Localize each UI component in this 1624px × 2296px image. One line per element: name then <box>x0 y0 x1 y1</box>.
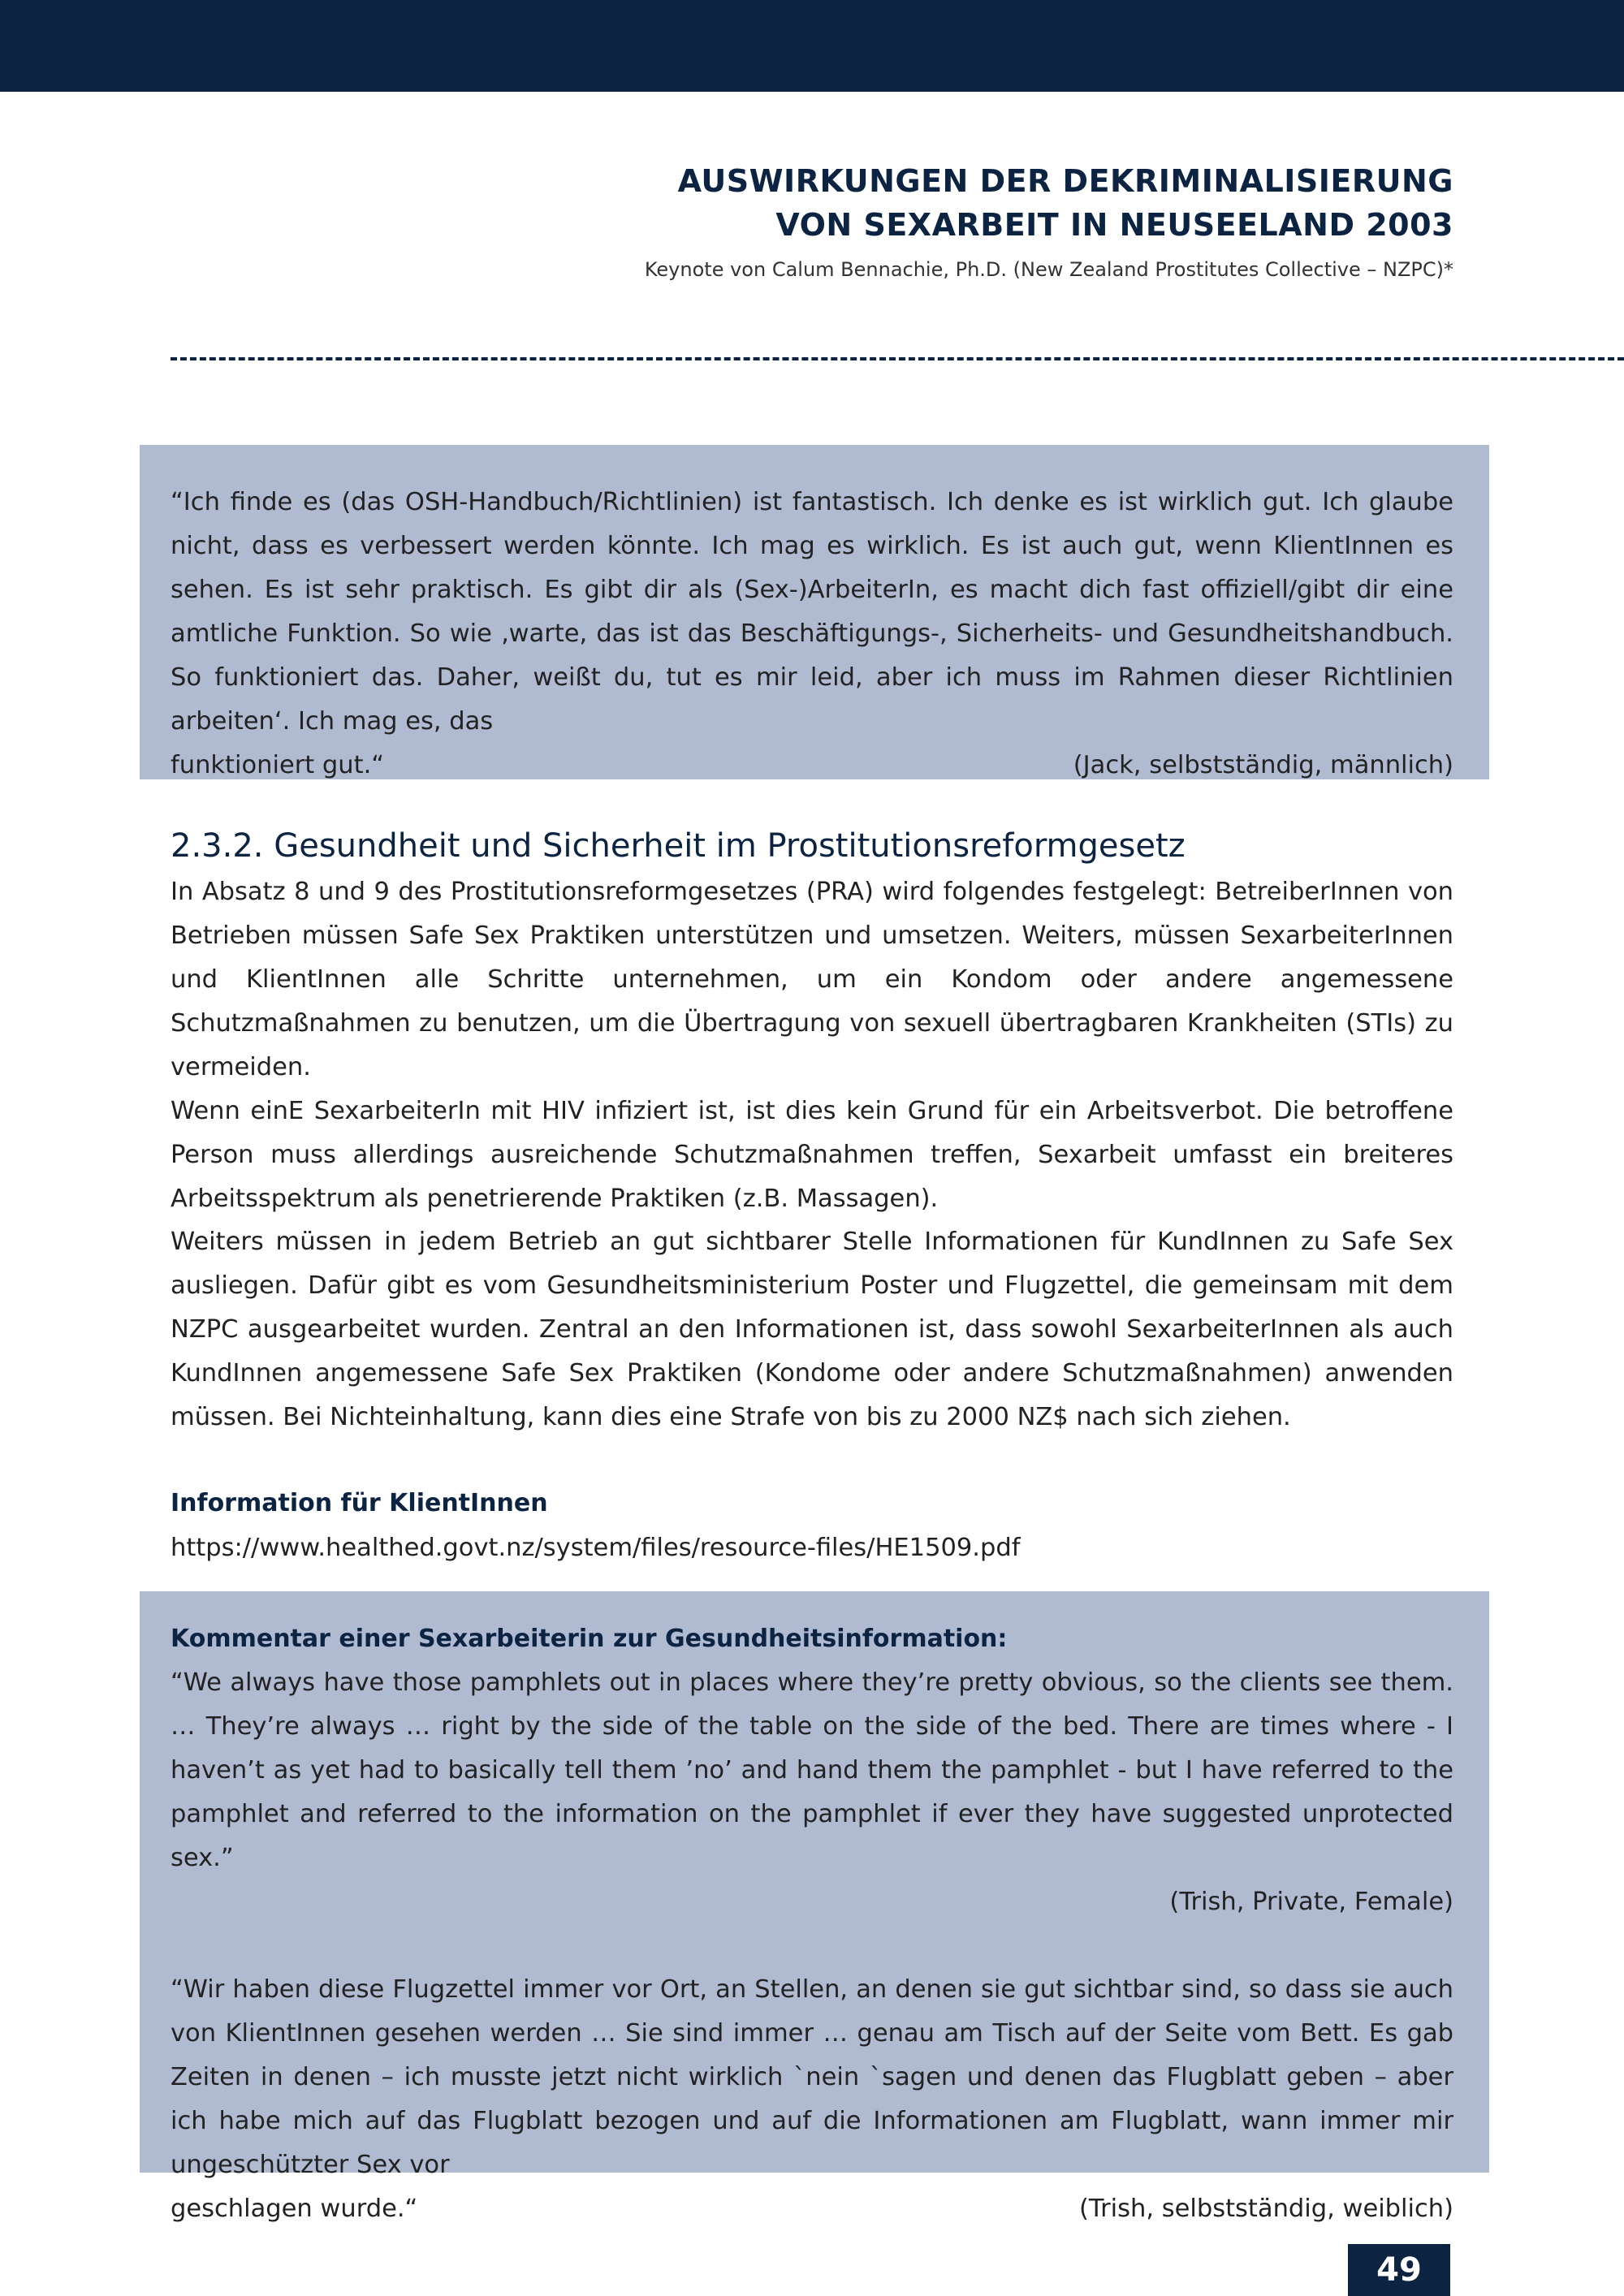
quote-box-jack <box>140 445 1489 779</box>
page-number: 49 <box>1348 2244 1450 2296</box>
german-attribution: (Trish, selbstständig, weiblich) <box>1079 2195 1453 2223</box>
spacer <box>171 1924 1453 1968</box>
comment-heading: Kommentar einer Sexarbeiterin zur Gesundheitsinformation: <box>171 1625 1008 1653</box>
quote-text: “Ich finde es (das OSH-Handbuch/Richtlinien) ist fantastisch. Ich denke es ist wirklich gut. Ich glaube nicht, dass es verbessert werden könnte. Ich mag es wirklich. Es ist auch gut, wenn KlientInnen es sehen. Es ist sehr praktisch. Es gibt dir als (Sex-)ArbeiterIn, es macht dich fast offiziell/gibt dir eine amtliche Funktion. So wie ‚warte, das ist das Beschäftigungs-, Sicherheits- und Gesundheitshandbuch. So funktioniert das. Daher, weißt du, tut es mir leid, aber ich muss im Rahmen dieser Richtlinien arbeiten‘. Ich mag es, das <box>171 488 1453 736</box>
german-quote-last-line <box>171 2187 1453 2231</box>
dashed-divider <box>171 357 1624 360</box>
paragraph-hiv: Wenn einE SexarbeiterIn mit HIV infiziert ist, ist dies kein Grund für ein Arbeitsverbot. Die betroffene Person muss allerdings ausreichende Schutzmaßnahmen treffen, Sexarbeit umfasst ein breiteres Arbeitsspektrum als penetrierende Praktiken (z.B. Massagen). <box>171 1097 1453 1213</box>
paragraph-information: Weiters müssen in jedem Betrieb an gut sichtbarer Stelle Informationen für KundInnen zu Safe Sex ausliegen. Dafür gibt es vom Gesundheitsministerium Poster und Flugzettel, die gemeinsam mit dem NZPC ausgearbeitet wurden. Zentral an den Informationen ist, dass sowohl SexarbeiterInnen als auch KundInnen angemessene Safe Sex Praktiken (Kondome oder andere Schutzmaßnahmen) anwenden müssen. Bei Nichteinhaltung, kann dies eine Strafe von bis zu 2000 NZ$ nach sich ziehen. <box>171 1228 1453 1431</box>
english-quote: “We always have those pamphlets out in places where they’re pretty obvious, so the clients see them. … They’re always … right by the side of the table on the side of the bed. There are times where - I haven’t as yet had to basically tell them ’no’ and hand them the pamphlet - but I have referred to the pamphlet and referred to the information on the pamphlet if ever they have suggested unprotected sex.” <box>171 1668 1453 1872</box>
info-heading: Information für KlientInnen <box>171 1489 548 1517</box>
top-banner <box>0 0 1624 92</box>
english-attribution: (Trish, Private, Female) <box>1169 1888 1453 1916</box>
quote-end: funktioniert gut.“ <box>171 751 385 779</box>
keynote-subtitle: Keynote von Calum Bennachie, Ph.D. (New Zealand Prostitutes Collective – NZPC)* <box>644 258 1453 281</box>
section-body-1 <box>171 870 1453 1221</box>
page-header <box>645 159 1453 283</box>
section-body-2 <box>171 1220 1453 1439</box>
paragraph-pra: In Absatz 8 und 9 des Prostitutionsreformgesetzes (PRA) wird folgendes festgelegt: BetreiberInnen von Betrieben müssen Safe Sex Praktiken unterstützen und umsetzen. Weiters, müssen SexarbeiterInnen und KlientInnen alle Schritte unternehmen, um ein Kondom oder andere angemessene Schutzmaßnahmen zu benutzen, um die Übertragung von sexuell übertragbaren Krankheiten (STIs) zu vermeiden. <box>171 878 1453 1081</box>
german-quote: “Wir haben diese Flugzettel immer vor Ort, an Stellen, an denen sie gut sichtbar sind, so dass sie auch von KlientInnen gesehen werden … Sie sind immer … genau am Tisch auf der Seite vom Bett. Es gab Zeiten in denen – ich musste jetzt nicht wirklich `nein `sagen und denen das Flugblatt geben – aber ich habe mich auf das Flugblatt bezogen und auf die Informationen am Flugblatt, wann immer mir ungeschützter Sex vor <box>171 1975 1453 2179</box>
section-heading: 2.3.2. Gesundheit und Sicherheit im Prostitutionsreformgesetz <box>171 827 1186 865</box>
quote-attribution: (Jack, selbstständig, männlich) <box>1073 751 1453 779</box>
title-line-2: VON SEXARBEIT IN NEUSEELAND 2003 <box>775 207 1453 243</box>
title-line-1: AUSWIRKUNGEN DER DEKRIMINALISIERUNG <box>677 163 1453 199</box>
quote-box-trish <box>140 1591 1489 2223</box>
info-url[interactable]: https://www.healthed.govt.nz/system/files/resource-files/HE1509.pdf <box>171 1534 1021 1562</box>
german-quote-end: geschlagen wurde.“ <box>171 2195 418 2223</box>
quote-last-line <box>171 744 1453 788</box>
